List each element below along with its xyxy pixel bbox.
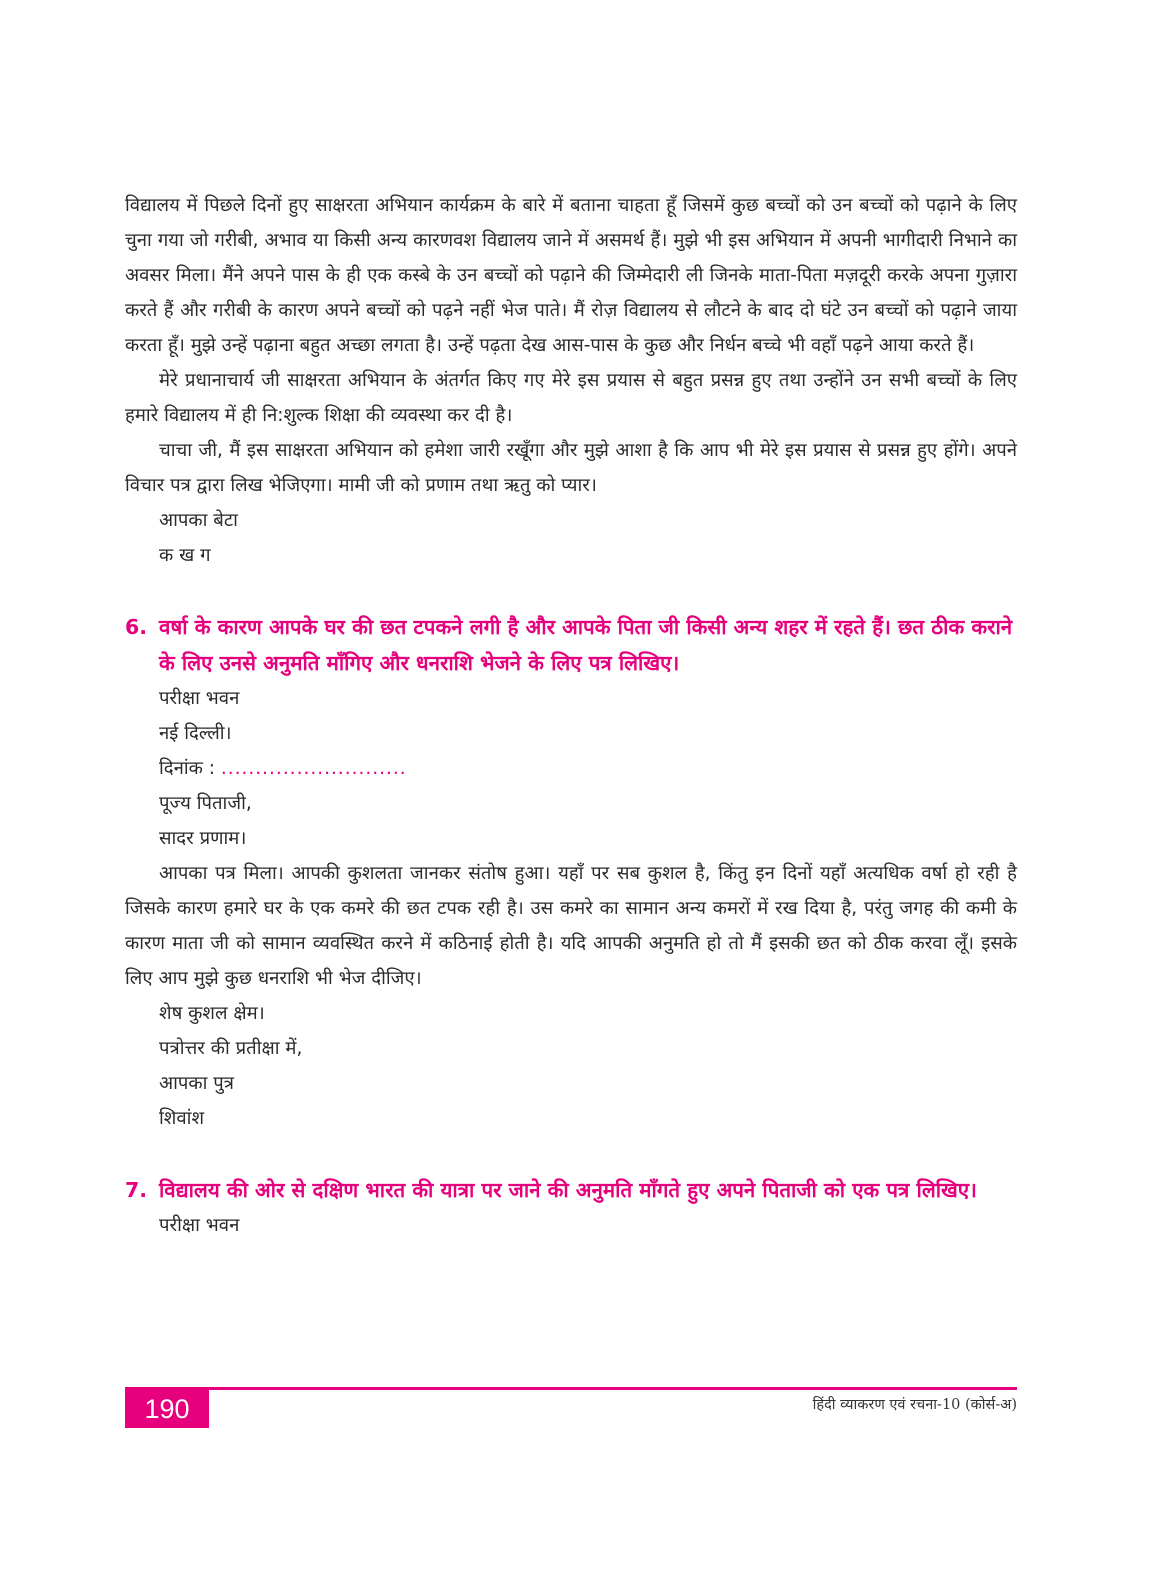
question-6-text: वर्षा के कारण आपके घर की छत टपकने लगी है और आपके पिता जी किसी अन्य शहर में रहते हैं। छत ठीक कराने के लिए उनसे अनुमति माँगिए और धनराशि भेजने के लिए पत्र लिखिए। xyxy=(159,615,1013,675)
question-6 xyxy=(125,609,1017,681)
q6-address-line-2: नई दिल्ली। xyxy=(159,723,232,744)
letter-paragraph-2: मेरे प्रधानाचार्य जी साक्षरता अभियान के अंतर्गत किए गए मेरे इस प्रयास से बहुत प्रसन्न हुए तथा उन्होंने उन सभी बच्चों के लिए हमारे विद्यालय में ही नि:शुल्क शिक्षा की व्यवस्था कर दी है। xyxy=(125,370,1017,426)
q7-address-line-1: परीक्षा भवन xyxy=(159,1215,240,1236)
question-7-number: 7. xyxy=(125,1178,148,1202)
question-6-number: 6. xyxy=(125,615,148,639)
q6-date-line xyxy=(125,751,1017,786)
page-number: 190 xyxy=(125,1390,209,1428)
page-content xyxy=(125,188,1017,1243)
letter-signature: क ख ग xyxy=(159,545,211,566)
q6-salutation: पूज्य पिताजी, xyxy=(159,793,252,814)
q6-signature: शिवांश xyxy=(159,1108,205,1129)
q6-closing-1: शेष कुशल क्षेम। xyxy=(159,1003,265,1024)
letter-paragraph-3: चाचा जी, मैं इस साक्षरता अभियान को हमेशा जारी रखूँगा और मुझे आशा है कि आप भी मेरे इस प्रयास से प्रसन्न हुए होंगे। अपने विचार पत्र द्वारा लिख भेजिएगा। मामी जी को प्रणाम तथा ऋतु को प्यार। xyxy=(125,440,1017,496)
q6-date-dots: ........................... xyxy=(220,758,407,779)
q6-address-line-1: परीक्षा भवन xyxy=(159,688,240,709)
q6-greeting: सादर प्रणाम। xyxy=(159,828,247,849)
q6-closing-2: पत्रोत्तर की प्रतीक्षा में, xyxy=(159,1038,303,1059)
book-title: हिंदी व्याकरण एवं रचना-10 (कोर्स-अ) xyxy=(812,1397,1017,1413)
letter-paragraph-1: विद्यालय में पिछले दिनों हुए साक्षरता अभियान कार्यक्रम के बारे में बताना चाहता हूँ जिसमें कुछ बच्चों को उन बच्चों को पढ़ाने के लिए चुना गया जो गरीबी, अभाव या किसी अन्य कारणवश विद्यालय जाने में असमर्थ हैं। मुझे भी इस अभियान में अपनी भागीदारी निभाने का अवसर मिला। मैंने अपने पास के ही एक कस्बे के उन बच्चों को पढ़ाने की जिम्मेदारी ली जिनके माता-पिता मज़दूरी करके अपना गुज़ारा करते हैं और गरीबी के कारण अपने बच्चों को पढ़ने नहीं भेज पाते। मैं रोज़ विद्यालय से लौटने के बाद दो घंटे उन बच्चों को पढ़ाने जाया करता हूँ। मुझे उन्हें पढ़ाना बहुत अच्छा लगता है। उन्हें पढ़ता देख आस-पास के कुछ और निर्धन बच्चे भी वहाँ पढ़ने आया करते हैं। xyxy=(125,195,1017,356)
question-7-text: विद्यालय की ओर से दक्षिण भारत की यात्रा पर जाने की अनुमति माँगते हुए अपने पिताजी को एक पत्र लिखिए। xyxy=(159,1178,977,1202)
q6-date-label: दिनांक : xyxy=(159,758,215,779)
q6-body: आपका पत्र मिला। आपकी कुशलता जानकर संतोष हुआ। यहाँ पर सब कुशल है, किंतु इन दिनों यहाँ अत्यधिक वर्षा हो रही है जिसके कारण हमारे घर के एक कमरे की छत टपक रही है। उस कमरे का सामान अन्य कमरों में रख दिया है, परंतु जगह की कमी के कारण माता जी को सामान व्यवस्थित करने में कठिनाई होती है। यदि आपकी अनुमति हो तो मैं इसकी छत को ठीक करवा लूँ। इसके लिए आप मुझे कुछ धनराशि भी भेज दीजिए। xyxy=(125,863,1017,989)
q6-closing-3: आपका पुत्र xyxy=(159,1073,235,1094)
footer-rule xyxy=(125,1387,1017,1390)
question-7 xyxy=(125,1172,1017,1208)
letter-closing: आपका बेटा xyxy=(159,510,238,531)
